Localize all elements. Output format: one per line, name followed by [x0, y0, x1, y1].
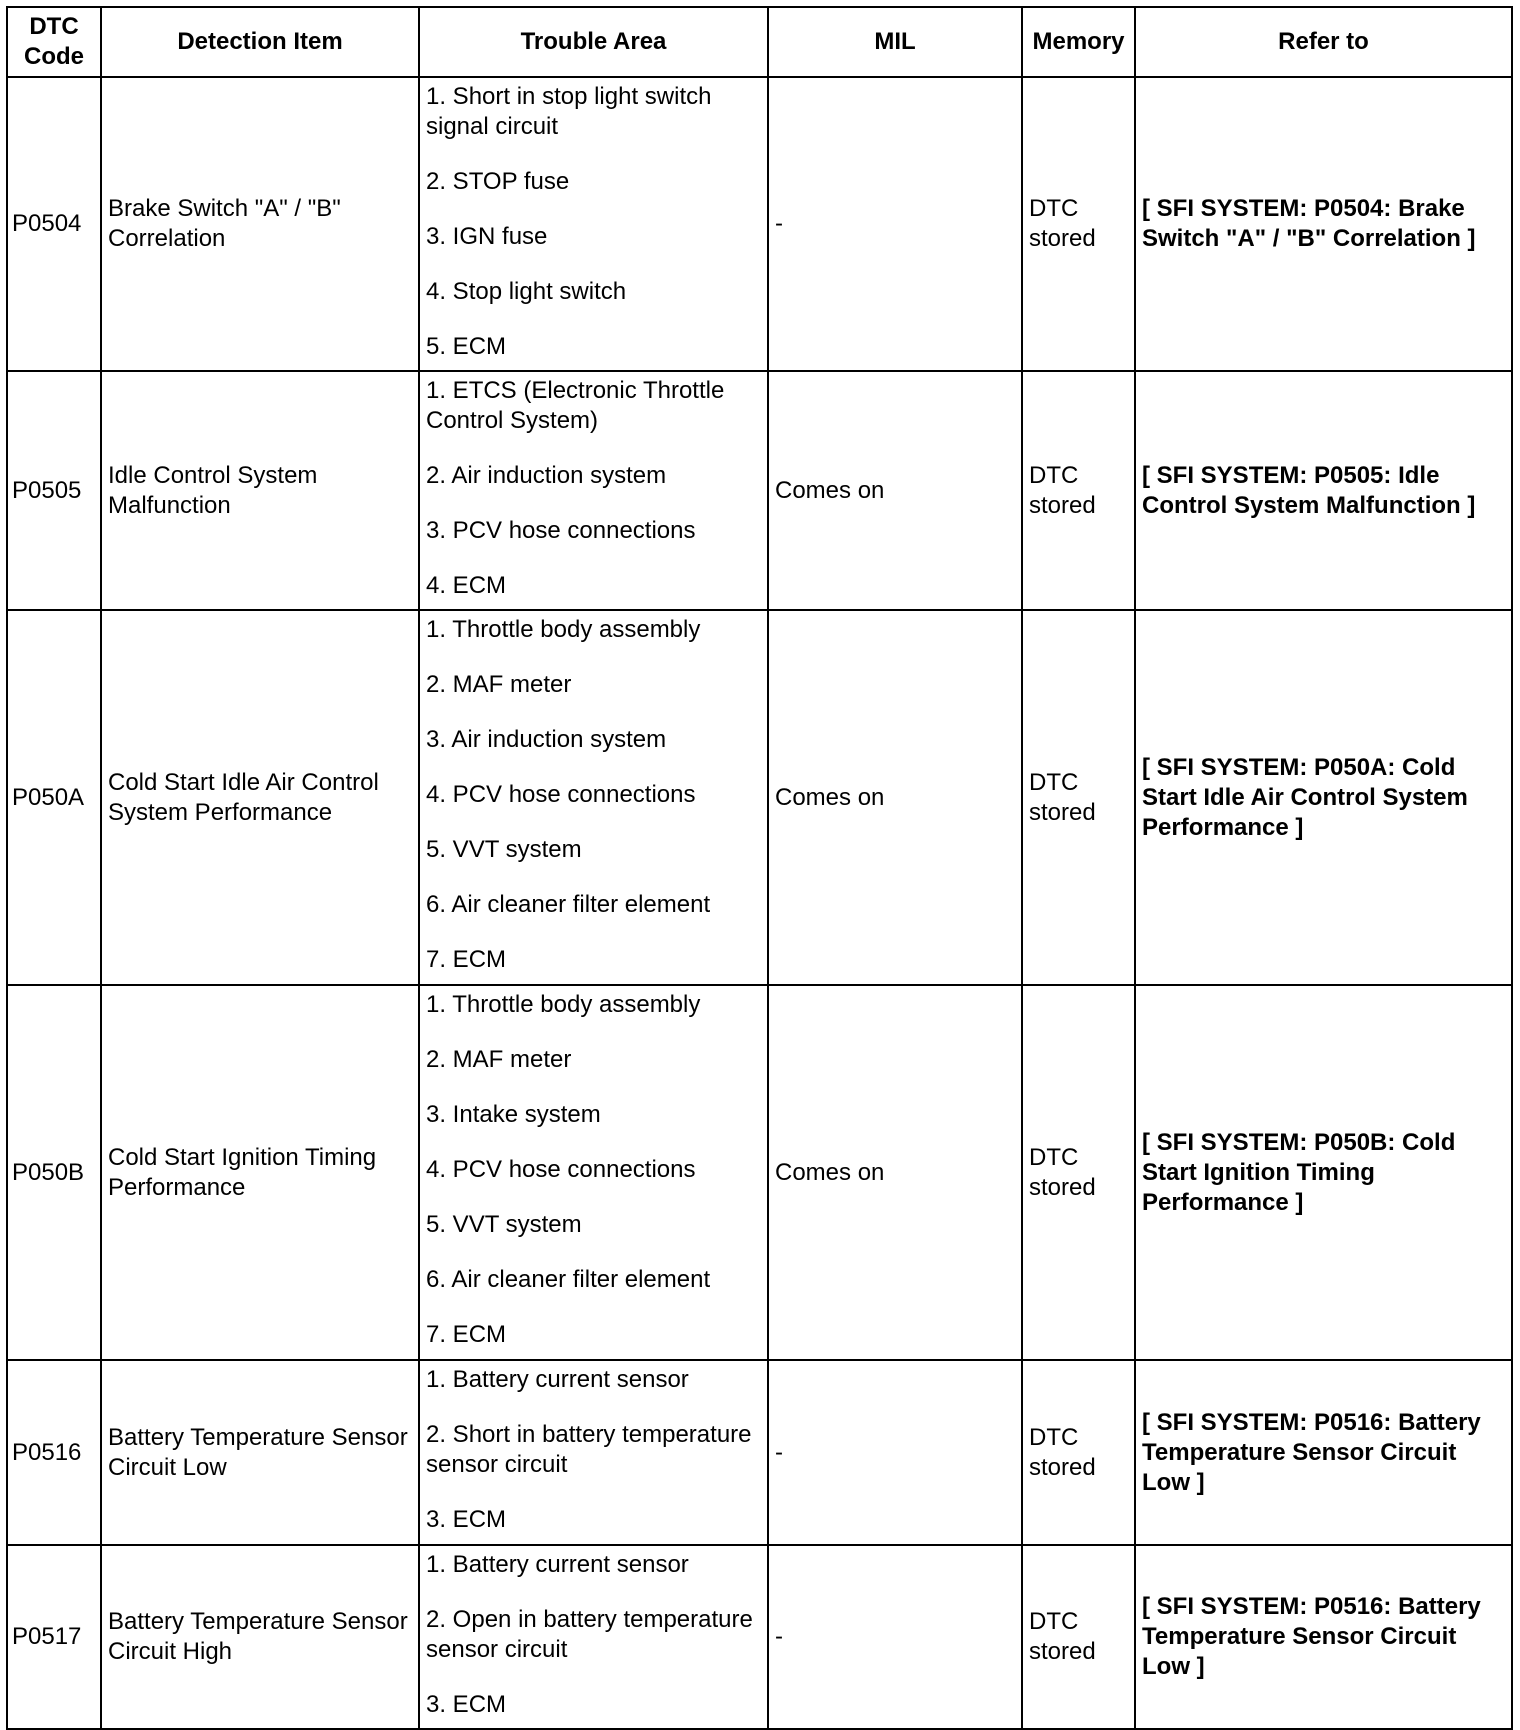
trouble-area-item: 2. Short in battery temperature sensor circuit [426, 1421, 752, 1478]
header-memory: Memory [1022, 7, 1135, 77]
refer-to-cell: [ SFI SYSTEM: P0516: Battery Temperature Sensor Circuit Low ] [1135, 1360, 1512, 1545]
header-dtc-code-line2: Code [24, 43, 84, 70]
trouble-area-item: 6. Air cleaner filter element [426, 1266, 711, 1293]
memory-cell: DTC stored [1022, 985, 1135, 1360]
table-row [7, 1360, 1512, 1545]
dtc-table [6, 6, 1513, 1730]
header-trouble-area: Trouble Area [419, 7, 768, 77]
trouble-area-item: 4. PCV hose connections [426, 1156, 696, 1183]
refer-to-cell: [ SFI SYSTEM: P0504: Brake Switch "A" / "B" Correlation ] [1135, 77, 1512, 371]
mil-cell: - [768, 77, 1022, 371]
header-detection-item: Detection Item [101, 7, 419, 77]
trouble-area-cell [419, 77, 768, 371]
dtc-code-cell: P050B [7, 985, 101, 1360]
trouble-area-item: 5. VVT system [426, 1211, 582, 1238]
trouble-area-cell [419, 371, 768, 610]
trouble-area-item: 7. ECM [426, 946, 507, 973]
table-body [7, 77, 1512, 1729]
memory-cell: DTC stored [1022, 1545, 1135, 1729]
trouble-area-item: 3. IGN fuse [426, 223, 548, 250]
refer-to-cell: [ SFI SYSTEM: P050A: Cold Start Idle Air Control System Performance ] [1135, 610, 1512, 985]
dtc-code-cell: P050A [7, 610, 101, 985]
trouble-area-item: 4. PCV hose connections [426, 781, 696, 808]
dtc-code-cell: P0516 [7, 1360, 101, 1545]
trouble-area-cell [419, 985, 768, 1360]
trouble-area-item: 1. Throttle body assembly [426, 991, 701, 1018]
trouble-area-item: 2. MAF meter [426, 1046, 572, 1073]
trouble-area-item: 2. Open in battery temperature sensor circuit [426, 1606, 753, 1663]
trouble-area-item: 3. ECM [426, 1691, 507, 1718]
mil-cell: Comes on [768, 371, 1022, 610]
refer-to-cell: [ SFI SYSTEM: P0516: Battery Temperature Sensor Circuit Low ] [1135, 1545, 1512, 1729]
header-row [7, 7, 1512, 77]
header-dtc-code-line1: DTC [29, 13, 79, 40]
table-row [7, 985, 1512, 1360]
trouble-area-cell [419, 1545, 768, 1729]
detection-item-cell: Idle Control System Malfunction [101, 371, 419, 610]
header-mil: MIL [768, 7, 1022, 77]
dtc-code-cell: P0504 [7, 77, 101, 371]
trouble-area-item: 3. ECM [426, 1506, 507, 1533]
trouble-area-item: 4. ECM [426, 572, 507, 599]
detection-item-cell: Cold Start Ignition Timing Performance [101, 985, 419, 1360]
trouble-area-cell [419, 610, 768, 985]
trouble-area-item: 7. ECM [426, 1321, 507, 1348]
trouble-area-item: 5. VVT system [426, 836, 582, 863]
detection-item-cell: Battery Temperature Sensor Circuit Low [101, 1360, 419, 1545]
detection-item-cell: Brake Switch "A" / "B" Correlation [101, 77, 419, 371]
memory-cell: DTC stored [1022, 371, 1135, 610]
trouble-area-cell [419, 1360, 768, 1545]
dtc-code-cell: P0517 [7, 1545, 101, 1729]
trouble-area-item: 2. Air induction system [426, 462, 667, 489]
table-row [7, 610, 1512, 985]
trouble-area-item: 4. Stop light switch [426, 278, 627, 305]
trouble-area-item: 1. Short in stop light switch signal circuit [426, 83, 712, 140]
trouble-area-item: 3. Intake system [426, 1101, 601, 1128]
trouble-area-item: 3. Air induction system [426, 726, 667, 753]
trouble-area-item: 1. Throttle body assembly [426, 616, 701, 643]
trouble-area-item: 1. Battery current sensor [426, 1366, 689, 1393]
table-row [7, 371, 1512, 610]
table-row [7, 77, 1512, 371]
mil-cell: - [768, 1360, 1022, 1545]
trouble-area-item: 2. STOP fuse [426, 168, 570, 195]
table-row [7, 1545, 1512, 1729]
trouble-area-item: 3. PCV hose connections [426, 517, 696, 544]
detection-item-cell: Cold Start Idle Air Control System Performance [101, 610, 419, 985]
trouble-area-item: 1. ETCS (Electronic Throttle Control System) [426, 377, 725, 434]
mil-cell: Comes on [768, 985, 1022, 1360]
memory-cell: DTC stored [1022, 1360, 1135, 1545]
refer-to-cell: [ SFI SYSTEM: P0505: Idle Control System Malfunction ] [1135, 371, 1512, 610]
header-refer-to: Refer to [1135, 7, 1512, 77]
trouble-area-item: 6. Air cleaner filter element [426, 891, 711, 918]
mil-cell: Comes on [768, 610, 1022, 985]
header-dtc-code [7, 7, 101, 77]
refer-to-cell: [ SFI SYSTEM: P050B: Cold Start Ignition Timing Performance ] [1135, 985, 1512, 1360]
dtc-code-cell: P0505 [7, 371, 101, 610]
memory-cell: DTC stored [1022, 610, 1135, 985]
trouble-area-item: 5. ECM [426, 333, 507, 360]
trouble-area-item: 1. Battery current sensor [426, 1551, 689, 1578]
mil-cell: - [768, 1545, 1022, 1729]
trouble-area-item: 2. MAF meter [426, 671, 572, 698]
memory-cell: DTC stored [1022, 77, 1135, 371]
detection-item-cell: Battery Temperature Sensor Circuit High [101, 1545, 419, 1729]
